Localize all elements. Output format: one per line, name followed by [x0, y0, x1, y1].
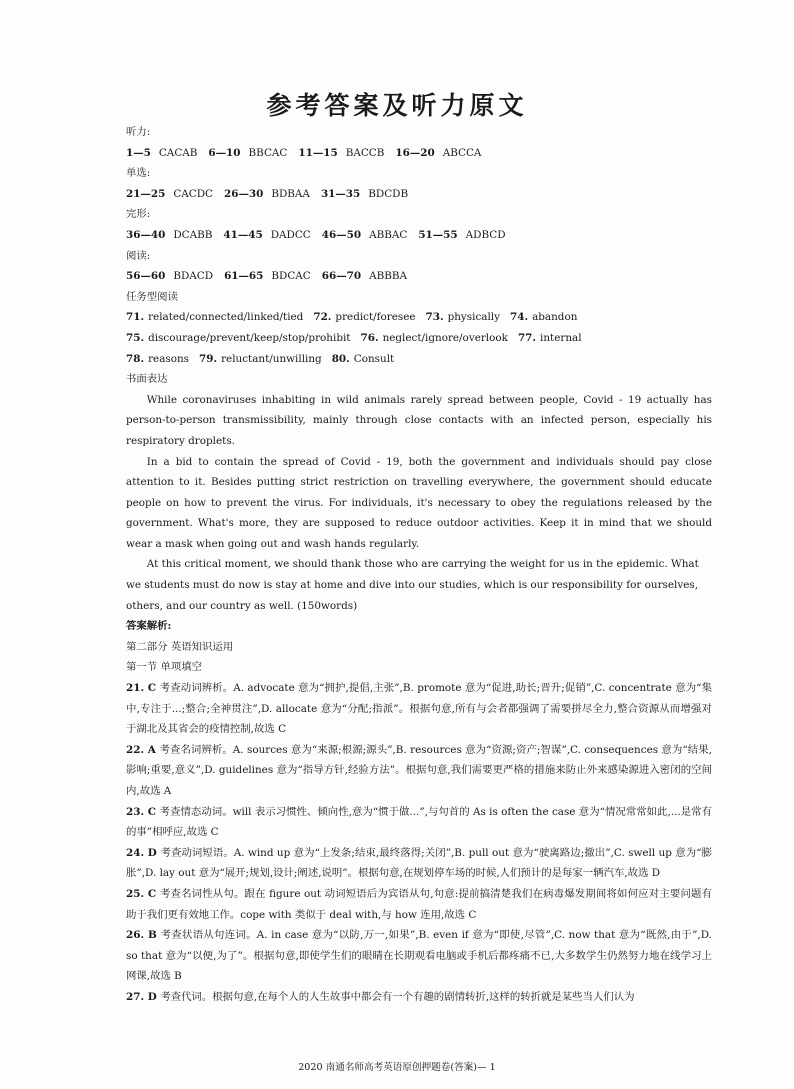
explanation-text: 考查动词辨析。A. advocate 意为“拥护,提倡,主张”,B. promote 意为“促进,助长;晋升;促销”,C. concentrate 意为“集中,专注于...;整合;全神贯注”,D. allocate 意为“分配;指派”。根据句意,所有与会者都强调了需要拼尽全力,整合资源从而增强对于湖北及其省会的疫情控制,故选 C [126, 682, 712, 736]
part-heading: 第二部分 英语知识运用 [126, 640, 234, 653]
task-reading-label: 任务型阅读 [126, 290, 178, 303]
answer-text: abandon [532, 311, 578, 324]
question-range: 41—45 [223, 228, 263, 241]
task-answer [126, 311, 303, 323]
answer-group [223, 229, 310, 241]
analysis-item [126, 843, 712, 884]
analysis-item [126, 884, 712, 925]
answer-group [298, 147, 384, 159]
answer-group [321, 188, 408, 200]
answer-group [322, 270, 407, 282]
question-number: 73. [425, 311, 444, 324]
question-range: 1—5 [126, 146, 151, 159]
answer-letters: DCABB [173, 228, 213, 241]
answer-letters: BACCB [345, 146, 385, 159]
analysis-item [126, 987, 712, 1008]
task-answer [313, 311, 415, 323]
answer-letters: BDBAA [271, 187, 310, 200]
answer-text: reasons [148, 352, 190, 365]
answer-text: internal [540, 331, 582, 344]
question-number: 77. [517, 331, 537, 344]
task-reading-line [126, 349, 712, 370]
question-range: 56—60 [126, 270, 166, 283]
reading-answers [126, 266, 712, 287]
task-answer [510, 311, 577, 323]
listening-answers [126, 143, 712, 164]
explanation-text: 考查动词短语。A. wind up 意为“上发条;结束,最终落得;关闭”,B. pull out 意为“驶离路边;撤出”,C. swell up 意为“膨胀”,D. lay out 意为“展开;规划,设计;阐述,说明”。根据句意,在规划停车场的时候,人们预计的是每家一辆汽车,故选 D [126, 846, 712, 880]
question-range: 46—50 [321, 228, 362, 241]
answer-letters: ABCCA [442, 146, 482, 159]
analysis-label: 答案解析: [126, 620, 172, 633]
question-range: 26—30 [224, 187, 264, 200]
explanation-text: 考查情态动词。will 表示习惯性、倾向性,意为“惯于做...”,与句首的 As is often the case 意为“情况常常如此,...是常有的事”相呼应,故选 C [126, 805, 712, 839]
task-answer [360, 332, 507, 344]
content-body [126, 122, 712, 1008]
analysis-item [126, 740, 712, 802]
explanation-text: 考查名词辨析。A. sources 意为“来源;根源;源头”,B. resources 意为“资源;资产;智谋”,C. consequences 意为“结果,影响;重要,意义”,D. guidelines 意为“指导方针,经验方法”。根据句意,我们需要更严格的措施来防止外来感染源进入密闭的空间内,故选 A [126, 743, 712, 797]
question-number: 23. C [126, 805, 160, 818]
question-number: 27. D [126, 990, 161, 1003]
question-range: 21—25 [126, 187, 166, 200]
question-range: 51—55 [418, 228, 458, 241]
answer-letters: CACDC [173, 187, 213, 200]
analysis-list [126, 678, 712, 1008]
explanation-text: 考查名词性从句。跟在 figure out 动词短语后为宾语从句,句意:提前搞清楚我们在病毒爆发期间将如何应对主要问题有助于我们更有效地工作。cope with 类似于 deal with,与 how 连用,故选 C [126, 887, 712, 921]
answer-group [126, 229, 212, 241]
answer-group [126, 147, 197, 159]
answer-text: reluctant/unwilling [221, 352, 322, 365]
task-reading-line [126, 328, 712, 349]
question-number: 26. B [126, 929, 161, 942]
answer-group [126, 270, 213, 282]
listening-label: 听力: [126, 126, 151, 138]
question-number: 76. [360, 331, 379, 344]
question-number: 71. [126, 311, 145, 324]
single-choice-answers [126, 184, 712, 205]
essay-paragraph: In a bid to contain the spread of Covid - 19, both the government and individuals should pay close attention to it. Besides putting strict restriction on travelling everywhere, the government should educate people on how to prevent the virus. For individuals, it's necessary to obey the regulations released by the government. What's more, they are supposed to reduce outdoor activities. Keep it in mind that we should wear a mask when going out and wash hands regularly. [126, 455, 712, 550]
answer-group [418, 229, 505, 241]
question-range: 6—10 [208, 146, 241, 159]
task-answer [199, 353, 322, 365]
question-range: 16—20 [395, 146, 435, 159]
cloze-label: 完形: [126, 208, 151, 221]
task-reading-line [126, 307, 712, 328]
question-number: 24. D [126, 846, 161, 859]
reading-label: 阅读: [126, 249, 151, 262]
task-reading-answers [126, 307, 712, 369]
analysis-item [126, 925, 712, 987]
writing-label: 书面表达 [126, 373, 168, 386]
answer-letters: BDACD [173, 270, 214, 283]
question-number: 72. [313, 311, 332, 324]
answer-group [208, 147, 287, 159]
question-number: 74. [510, 311, 529, 324]
task-answer [426, 311, 500, 323]
analysis-item [126, 802, 712, 843]
question-number: 78. [126, 352, 145, 365]
question-number: 25. C [126, 887, 160, 900]
answer-letters: ABBBA [369, 270, 407, 283]
task-answer [126, 332, 350, 344]
explanation-text: 考查状语从句连词。A. in case 意为“以防,万一,如果”,B. even if 意为“即使,尽管”,C. now that 意为“既然,由于”,D. so that 意为“以便,为了”。根据句意,即使学生们的眼睛在长期观看电脑或手机后都疼痛不已,大多数学生仍然努力地在线学习上网课,故选 B [126, 929, 712, 983]
answer-letters: BDCDB [368, 187, 409, 200]
question-range: 36—40 [126, 228, 166, 241]
task-answer [332, 353, 395, 365]
question-number: 22. A [126, 743, 160, 756]
question-range: 61—65 [224, 270, 264, 283]
answer-letters: ABBAC [369, 228, 408, 241]
task-answer [518, 332, 582, 344]
question-range: 31—35 [320, 187, 361, 200]
explanation-text: 考查代词。根据句意,在每个人的人生故事中都会有一个有趣的剧情转折,这样的转折就是某些当人们认为 [160, 990, 635, 1003]
essay-paragraph: At this critical moment, we should thank those who are carrying the weight for us in the epidemic. What we students must do now is stay at home and dive into our studies, which is our responsibility for ourselves, others, and our country as well. (150words) [126, 558, 699, 612]
answer-group [224, 270, 311, 282]
answer-letters: BDCAC [271, 270, 311, 283]
answer-text: related/connected/linked/tied [148, 311, 304, 324]
answer-letters: ADBCD [465, 228, 506, 241]
analysis-item [126, 678, 712, 740]
question-range: 11—15 [298, 146, 338, 159]
question-number: 75. [126, 331, 145, 344]
section-heading: 第一节 单项填空 [126, 661, 203, 674]
answer-text: physically [447, 311, 500, 324]
cloze-answers [126, 225, 712, 246]
answer-group [224, 188, 310, 200]
page-footer: 2020 南通名师高考英语原创押题卷(答案)— 1 [298, 1062, 496, 1073]
answer-text: predict/foresee [335, 311, 416, 324]
answer-letters: BBCAC [248, 146, 288, 159]
page-title: 参考答案及听力原文 [266, 91, 528, 120]
answer-letters: DADCC [270, 228, 311, 241]
answer-text: Consult [353, 352, 395, 365]
question-number: 80. [331, 352, 350, 365]
answer-text: discourage/prevent/keep/stop/prohibit [148, 331, 351, 344]
answer-text: neglect/ignore/overlook [382, 331, 508, 344]
question-number: 21. C [126, 682, 160, 695]
question-number: 79. [199, 352, 218, 365]
answer-group [126, 188, 213, 200]
essay-paragraph: While coronaviruses inhabiting in wild animals rarely spread between people, Covid - 19 actually has person-to-person transmissibility, mainly through close contacts with an infected person, especially his respiratory droplets. [126, 393, 712, 447]
single-choice-label: 单选: [126, 167, 151, 180]
answer-group [395, 147, 481, 159]
answer-letters: CACAB [158, 146, 198, 159]
task-answer [126, 353, 189, 365]
answer-group [322, 229, 408, 241]
question-range: 66—70 [321, 270, 362, 283]
